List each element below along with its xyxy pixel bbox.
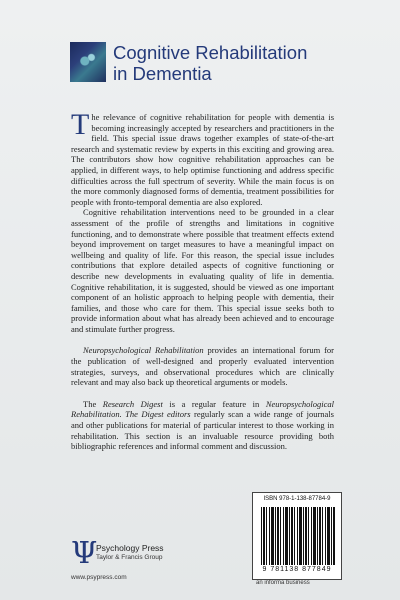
publisher-group: Taylor & Francis Group (96, 554, 163, 561)
barcode-bars (261, 507, 335, 565)
blurb-text (71, 108, 335, 452)
blurb-paragraph-3: Neuropsychological Rehabilitation provides an international forum for the publication of well-designed and properly evaluated intervention strategies, surveys, and observational procedures which are clinically relevant and may also back up theoretical arguments or models. (71, 345, 335, 388)
blurb-paragraph-4: The Research Digest is a regular feature in Neuropsychological Rehabilitation. The Digest editors regularly scan a wide range of journals and other publications for material of particular interest to those working in rehabilitation. This section is an invaluable resource providing both bibliographic references and informal comment and discussion. (71, 398, 334, 452)
publisher-name: Psychology Press (96, 543, 164, 553)
isbn-number: ISBN 978-1-138-87784-9 (263, 496, 331, 502)
blurb-paragraph-1: The relevance of cognitive rehabilitation for people with dementia is becoming increasingly accepted by researchers and practitioners in the field. This special issue draws together examples of state-of-the-art research and systematic review by experts in this exciting and growing area. The contributors show how cognitive rehabilitation approaches can be applied, in different ways, to help optimise functioning and address specific difficulties across the full spectrum of severity. While the main focus is on the more commonly diagnosed forms of dementia, treatment possibilities for people with fronto-temporal dementia are also explored. (71, 108, 334, 207)
drop-cap: T (71, 108, 90, 141)
cover-thumbnail-image (70, 42, 106, 82)
isbn-barcode (252, 492, 342, 580)
title-line-2: in Dementia (113, 63, 212, 84)
psi-logo-icon: Ψ (71, 536, 98, 571)
blurb-paragraph-2: Cognitive rehabilitation interventions need to be grounded in a clear assessment of the profile of strengths and limitations in cognitive functioning, and to demonstrate where possible that treatment effects extend beyond improvement on target measures to have a meaningful impact on wellbeing and quality of life. For this reason, the special issue includes contributions that explore detailed aspects of cognitive functioning or describe new developments in evaluating quality of life in dementia. Cognitive rehabilitation, it is suggested, should be viewed as one important component of an holistic approach to helping people with dementia, their families, and those who care for them. This special issue seeks both to provide information about what has already been achieved and to encourage and stimulate further progress. (71, 207, 334, 334)
publisher-logo (71, 536, 221, 589)
informa-tagline: an informa business (256, 580, 310, 586)
title-line-1: Cognitive Rehabilitation (113, 42, 308, 63)
publisher-url: www.psypress.com (71, 574, 127, 581)
book-title (113, 42, 353, 84)
ean-number: 9 781138 877849 (262, 566, 332, 573)
